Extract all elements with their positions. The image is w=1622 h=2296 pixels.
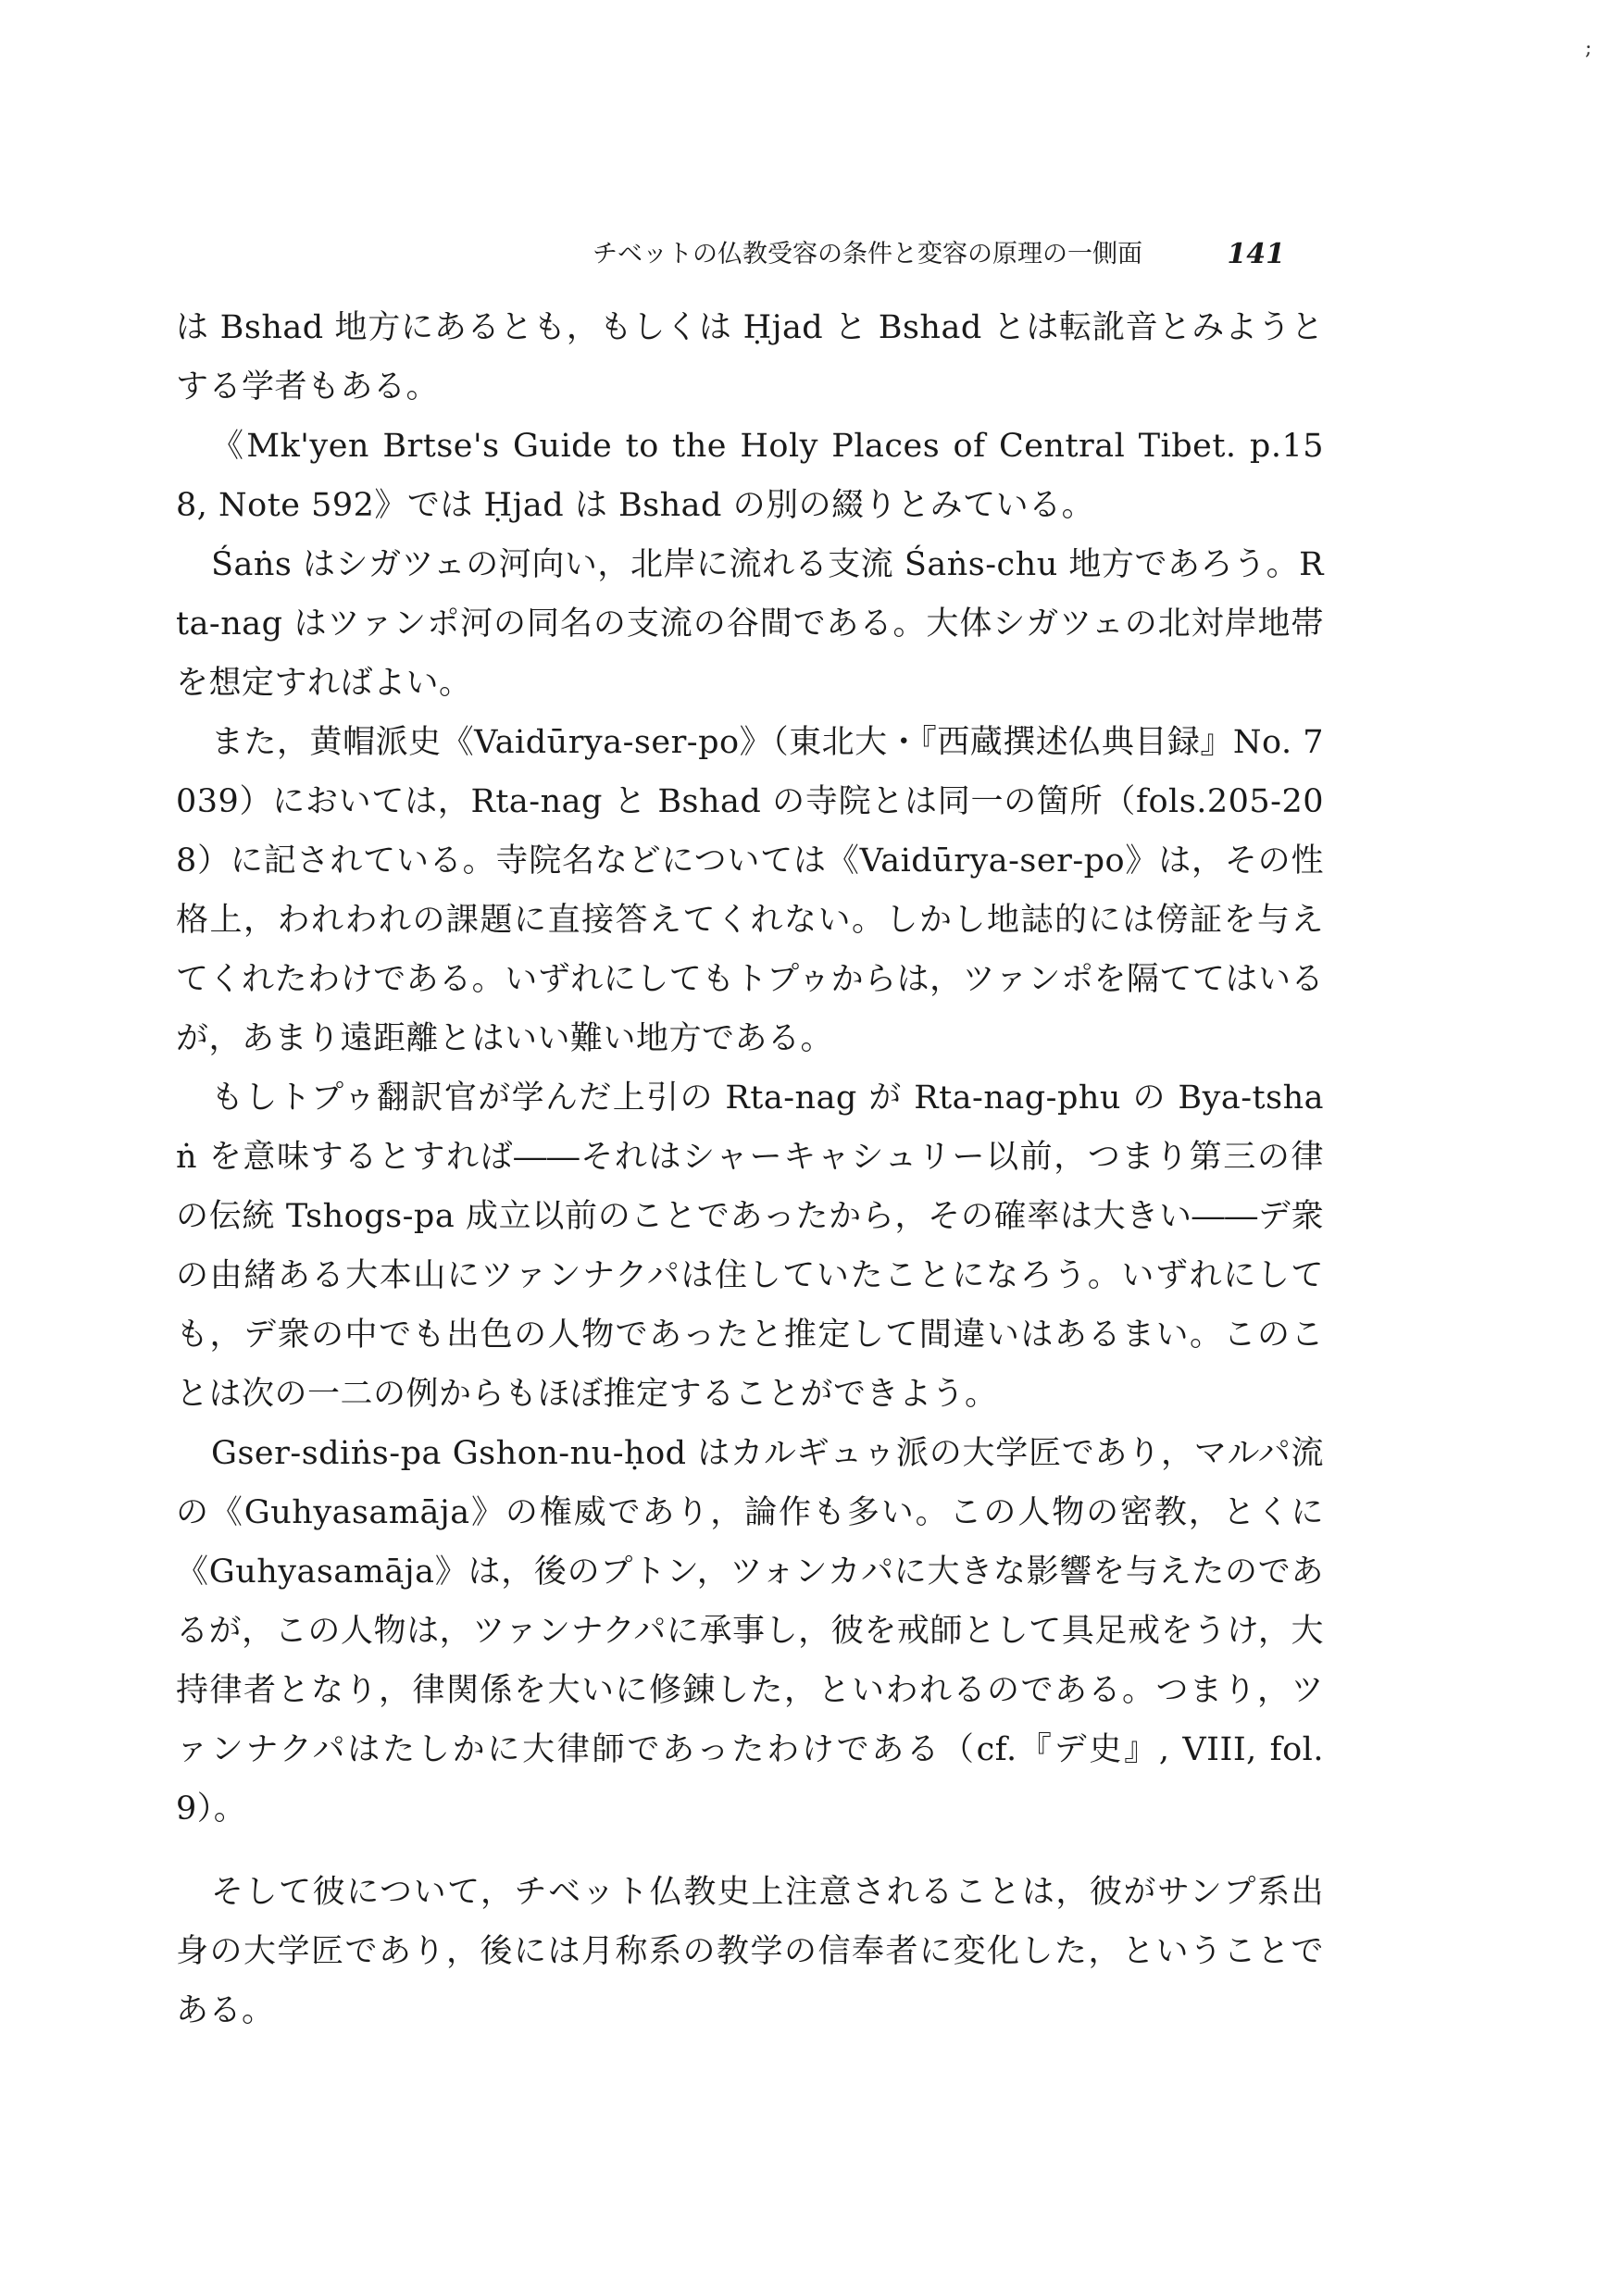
paragraph-5: もしトプゥ翻訳官が学んだ上引の Rta-nag が Rta-nag-phu の Bya-tshaṅ を意味するとすれば――それはシャーキャシュリー以前，つまり第三の律の伝統 Tshogs-pa 成立以前のことであったから，その確率は大きい――デ衆の由緒ある大本山にツァンナクパは住していたことになろう。いずれにしても，デ衆の中でも出色の人物であったと推定して間違いはあるまい。このことは次の一二の例からもほぼ推定することができよう。 (176, 1079, 1324, 1413)
paragraph-1: は Bshad 地方にあるとも，もしくは Ḥjad と Bshad とは転訛音とみようとする学者もある。 (176, 309, 1324, 406)
paragraph-3: Śaṅs はシガツェの河向い，北岸に流れる支流 Śaṅs-chu 地方であろう。Rta-nag はツァンポ河の同名の支流の谷間である。大体シガツェの北対岸地帯を想定すればよい。 (176, 546, 1324, 702)
body-text (176, 298, 1324, 2040)
corner-mark: ; (1585, 37, 1592, 60)
running-header (593, 236, 1296, 273)
paragraph-7: そして彼について，チベット仏教史上注意されることは，彼がサンプ系出身の大学匠であり，後には月称系の教学の信奉者に変化した，ということである。 (176, 1874, 1324, 2029)
page-number: 141 (1227, 238, 1285, 270)
paragraph-4: また，黄帽派史《Vaidūrya-ser-po》（東北大・『西蔵撰述仏典目録』No. 7039）においては，Rta-nag と Bshad の寺院とは同一の箇所（fols.205-208）に記されている。寺院名などについては《Vaidūrya-ser-po》は，その性格上，われわれの課題に直接答えてくれない。しかし地誌的には傍証を与えてくれたわけである。いずれにしてもトプゥからは，ツァンポを隔ててはいるが，あまり遠距離とはいい難い地方である。 (176, 724, 1324, 1057)
paragraph-6: Gser-sdiṅs-pa Gshon-nu-ḥod はカルギュゥ派の大学匠であり，マルパ流の《Guhyasamāja》の権威であり，論作も多い。この人物の密教，とくに《Guhyasamāja》は，後のプトン，ツォンカパに大きな影響を与えたのであるが，この人物は，ツァンナクパに承事し，彼を戒師として具足戒をうけ，大持律者となり，律関係を大いに修錬した，といわれるのである。つまり，ツァンナクパはたしかに大律師であったわけである（cf.『デ史』, VIII, fol. 9）。 (176, 1435, 1324, 1828)
running-header-title: チベットの仏教受容の条件と変容の原理の一側面 (593, 240, 1142, 268)
paragraph-2: 《Mk'yen Brtse's Guide to the Holy Places of Central Tibet. p.158, Note 592》では Ḥjad は Bshad の別の綴りとみている。 (176, 428, 1324, 524)
